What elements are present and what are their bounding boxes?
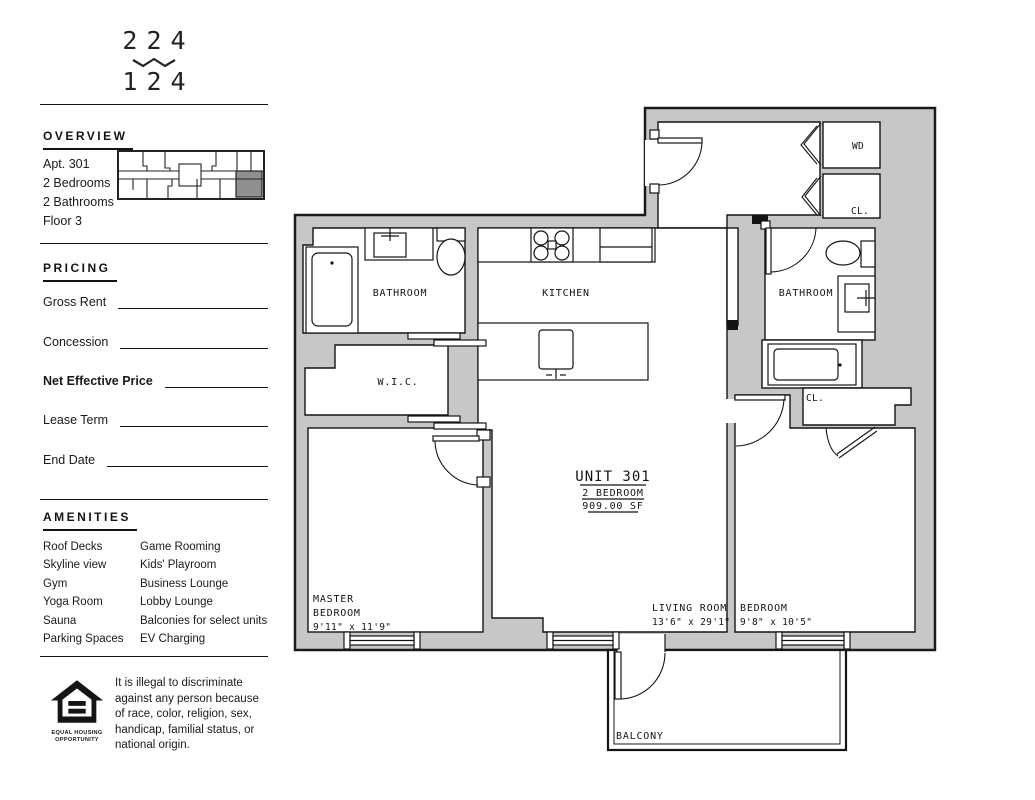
amenity-item: Parking Spaces [43, 633, 124, 646]
amenity-item: Game Rooming [140, 541, 221, 553]
bedroom-door [735, 395, 785, 400]
building-logo [40, 28, 268, 95]
divider [40, 499, 268, 500]
blank-line [120, 413, 268, 427]
amenity-item: Yoga Room [43, 596, 103, 609]
blank-line [120, 335, 268, 349]
fair-housing-disclaimer: It is illegal to discriminate against any person because of race, color, religion, sex, handicap, familial status, or national origin. [115, 677, 259, 752]
bedrooms-count: 2 Bedrooms [43, 176, 111, 190]
divider [40, 243, 268, 244]
label-master-1: MASTER [313, 594, 354, 605]
key-plan-highlighted-unit [236, 171, 262, 197]
key-plan-thumbnail [117, 150, 265, 200]
label-closet-top: CL. [851, 206, 870, 217]
label-washer-dryer: WD [851, 141, 865, 152]
label-kitchen: KITCHEN [542, 288, 590, 299]
eho-caption: EQUAL HOUSING OPPORTUNITY [51, 730, 103, 743]
amenities-heading: AMENITIES [43, 508, 137, 531]
unit-type: 2 BEDROOM [582, 488, 644, 499]
label-balcony: BALCONY [616, 731, 664, 742]
pricing-row-end-date: End Date [43, 451, 268, 467]
label-living-room: LIVING ROOM [652, 603, 728, 614]
logo-line-224: 224 [122, 26, 195, 55]
entry-doorway-opening [645, 140, 659, 186]
bedroom [735, 395, 915, 632]
equal-housing-block [46, 678, 108, 744]
label-wic: W.I.C. [377, 377, 419, 388]
label-bedroom-dims: 9'8" x 10'5" [740, 617, 813, 628]
amenities-column-left [43, 538, 124, 648]
blank-line [107, 453, 268, 467]
bedroom-doorway-opening [726, 399, 737, 423]
amenity-item: Lobby Lounge [140, 596, 213, 609]
amenity-item: Kids' Playroom [140, 559, 217, 572]
wall-accent [727, 320, 738, 330]
duct [727, 228, 738, 325]
equal-housing-icon [48, 678, 106, 725]
amenity-item: EV Charging [140, 633, 206, 646]
amenity-item: Balconies for select units [140, 614, 268, 627]
bathrooms-count: 2 Bathrooms [43, 195, 114, 209]
label-bedroom: BEDROOM [740, 603, 788, 614]
amenity-item: Business Lounge [140, 577, 229, 590]
amenity-item: Roof Decks [43, 541, 103, 553]
label-closet-right: CL. [806, 393, 825, 404]
blank-line [118, 295, 268, 309]
logo-line-124: 124 [122, 67, 195, 96]
divider [40, 656, 268, 657]
amenities-column-right [140, 538, 267, 648]
floor-plan [285, 95, 955, 770]
amenity-item: Gym [43, 577, 68, 590]
label-bathroom-right: BATHROOM [778, 288, 834, 299]
pricing-heading: PRICING [43, 259, 117, 282]
amenity-item: Skyline view [43, 559, 107, 572]
toilet-icon [826, 241, 860, 265]
floor-number: Floor 3 [43, 214, 82, 228]
apt-number: Apt. 301 [43, 157, 90, 171]
unit-title: UNIT 301 [575, 469, 651, 485]
balcony-doorway-opening [617, 634, 665, 652]
overview-heading: OVERVIEW [43, 127, 133, 150]
label-master-2: BEDROOM [313, 608, 361, 619]
label-master-dims: 9'11" x 11'9" [313, 622, 392, 633]
divider [40, 104, 268, 105]
pricing-row-concession: Concession [43, 333, 268, 349]
unit-area: 909.00 SF [582, 501, 644, 512]
unit-title-block [575, 469, 650, 512]
amenity-item: Sauna [43, 614, 77, 627]
balcony-door [615, 652, 621, 699]
overview-details [43, 155, 114, 231]
island-sink-icon [539, 330, 573, 369]
pricing-row-gross-rent: Gross Rent [43, 293, 268, 309]
label-living-dims: 13'6" x 29'1" [652, 617, 731, 628]
label-bathroom-left: BATHROOM [372, 288, 428, 299]
refrigerator-icon [600, 228, 652, 262]
pricing-row-net-effective-price: Net Effective Price [43, 372, 268, 388]
blank-line [165, 374, 268, 388]
pricing-row-lease-term: Lease Term [43, 411, 268, 427]
kitchen-living-area [478, 228, 727, 632]
